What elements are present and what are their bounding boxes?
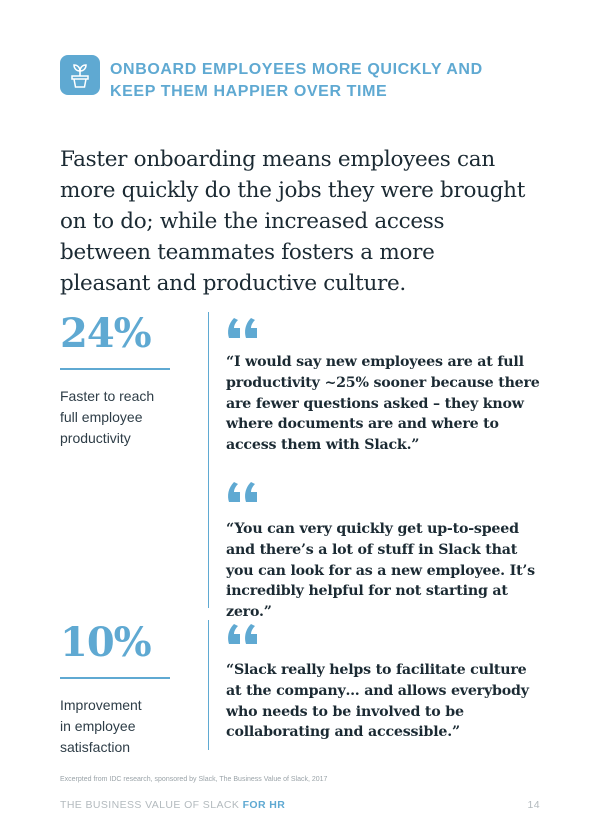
- page-footer: [60, 799, 540, 813]
- footer-title: THE BUSINESS VALUE OF SLACK: [60, 799, 243, 811]
- stat-block-satisfaction: [60, 621, 175, 758]
- stat-divider: [60, 677, 170, 679]
- lead-paragraph: Faster onboarding means employees can more quickly do the jobs they were brought on to do; while the increased access between teammates fosters a more pleasant and productive culture.: [60, 147, 526, 296]
- quote-text: “I would say new employees are at full productivity ~25% sooner because there are fewer questions asked – they know where documents are and where to access them with Slack.”: [226, 354, 540, 454]
- stat-label: Improvement in employee satisfaction: [60, 697, 142, 755]
- stat-label: Faster to reach full employee productivity: [60, 388, 155, 446]
- quote-mark-icon: [226, 478, 262, 504]
- quote-divider: [208, 312, 209, 608]
- quote-divider: [208, 620, 209, 750]
- quote-mark-icon: [226, 314, 262, 340]
- quote-text: “You can very quickly get up-to-speed and there’s a lot of stuff in Slack that you can look for as a new employee. It’s incredibly helpful for not starting at zero.”: [226, 521, 535, 621]
- stat-divider: [60, 368, 170, 370]
- stat-value: 10%: [60, 619, 151, 666]
- quote-text: “Slack really helps to facilitate culture at the company… and allows everybody who needs to be involved to be collaborating and accessible.”: [226, 662, 529, 741]
- stat-value: 24%: [60, 310, 151, 357]
- source-citation: Excerpted from IDC research, sponsored by Slack, The Business Value of Slack, 2017: [60, 776, 328, 783]
- section-header: [60, 55, 540, 103]
- page-number: 14: [527, 799, 540, 811]
- section-title: ONBOARD EMPLOYEES MORE QUICKLY AND KEEP THEM HAPPIER OVER TIME: [110, 61, 483, 100]
- quote-mark-icon: [226, 620, 262, 646]
- plant-pot-icon: [60, 55, 100, 95]
- footer-highlight: FOR HR: [242, 799, 286, 811]
- stat-block-productivity: [60, 312, 175, 449]
